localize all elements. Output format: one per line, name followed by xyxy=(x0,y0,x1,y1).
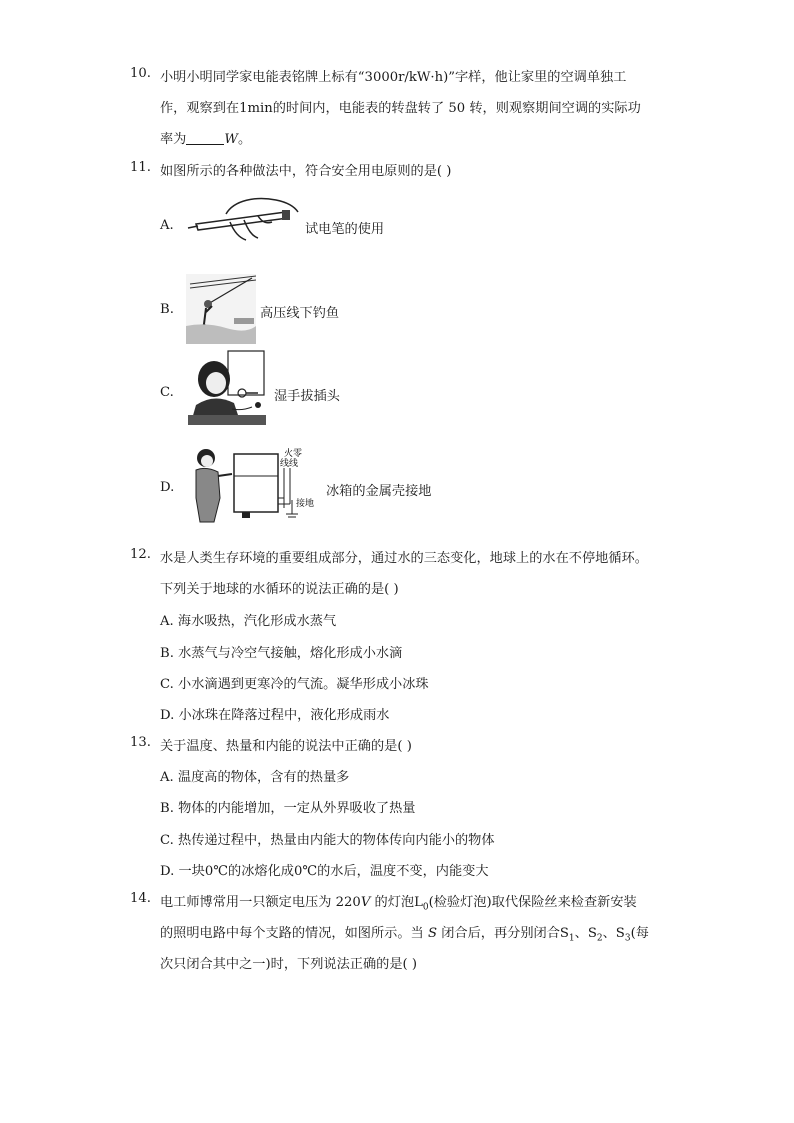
answer-blank[interactable] xyxy=(186,132,224,145)
question-number: 13. xyxy=(130,735,151,750)
wire-label: 线线 xyxy=(280,459,299,469)
option-letter: A. xyxy=(160,218,174,233)
option-b[interactable]: B. 物体的内能增加，一定从外界吸收了热量 xyxy=(160,801,416,816)
question-number: 10. xyxy=(130,66,151,81)
option-d[interactable]: D. 一块0℃的冰熔化成0℃的水后，温度不变，内能变大 xyxy=(160,864,489,879)
ground-label: 接地 xyxy=(296,499,315,509)
option-letter: B. xyxy=(160,302,174,317)
option-letter: C. xyxy=(160,385,174,400)
question-text-line: 次只闭合其中之一)时，下列说法正确的是( ) xyxy=(160,957,418,972)
question-text-line: 作，观察到在1min的时间内，电能表的转盘转了 50 转，则观察期间空调的实际功 xyxy=(160,101,641,116)
option-caption: 湿手拔插头 xyxy=(274,389,340,404)
question-stem: 如图所示的各种做法中，符合安全用电原则的是( ) xyxy=(160,164,452,179)
option-c[interactable]: C. 小水滴遇到更寒冷的气流。凝华形成小冰珠 xyxy=(160,677,429,692)
question-number: 11. xyxy=(130,160,151,175)
live-neutral-label: 火零 xyxy=(284,449,303,459)
fishing-image xyxy=(186,274,256,344)
option-d[interactable]: D. 小冰珠在降落过程中，液化形成雨水 xyxy=(160,708,390,723)
option-caption: 冰箱的金属壳接地 xyxy=(326,484,432,499)
option-c[interactable]: C. 热传递过程中，热量由内能大的物体传向内能小的物体 xyxy=(160,833,495,848)
question-text-line: 小明小明同学家电能表铭牌上标有“3000r/kW·h)”字样，他让家里的空调单独工 xyxy=(160,70,627,85)
option-a[interactable]: A. 海水吸热，汽化形成水蒸气 xyxy=(160,614,337,629)
question-number: 14. xyxy=(130,891,151,906)
option-letter: D. xyxy=(160,480,175,495)
fridge-grounding-image xyxy=(186,448,326,526)
text-fragment: 率为 xyxy=(160,132,187,147)
unit-label: W xyxy=(224,132,238,147)
question-number: 12. xyxy=(130,547,151,562)
option-caption: 高压线下钓鱼 xyxy=(260,306,340,321)
question-text-line: 电工师博常用一只额定电压为 220V 的灯泡$L_0$(检验灯泡)取代保险丝来检查新安装 xyxy=(160,895,637,913)
question-stem: 关于温度、热量和内能的说法中正确的是( ) xyxy=(160,739,412,754)
question-text-line xyxy=(160,128,251,147)
option-a[interactable]: A. 温度高的物体，含有的热量多 xyxy=(160,770,350,785)
test-pen-image xyxy=(186,192,306,248)
question-text-line: 水是人类生存环境的重要组成部分，通过水的三态变化，地球上的水在不停地循环。 xyxy=(160,551,648,566)
text-fragment: 。 xyxy=(237,132,252,147)
option-b[interactable]: B. 水蒸气与冷空气接触，熔化形成小水滴 xyxy=(160,646,403,661)
question-text-line: 下列关于地球的水循环的说法正确的是( ) xyxy=(160,582,399,597)
option-caption: 试电笔的使用 xyxy=(305,222,385,237)
question-text-line: 的照明电路中每个支路的情况，如图所示。当 S 闭合后，再分别闭合$S_1$、$S_2$、$S_3$(每 xyxy=(160,926,649,944)
wet-hand-plug-image xyxy=(186,349,268,427)
